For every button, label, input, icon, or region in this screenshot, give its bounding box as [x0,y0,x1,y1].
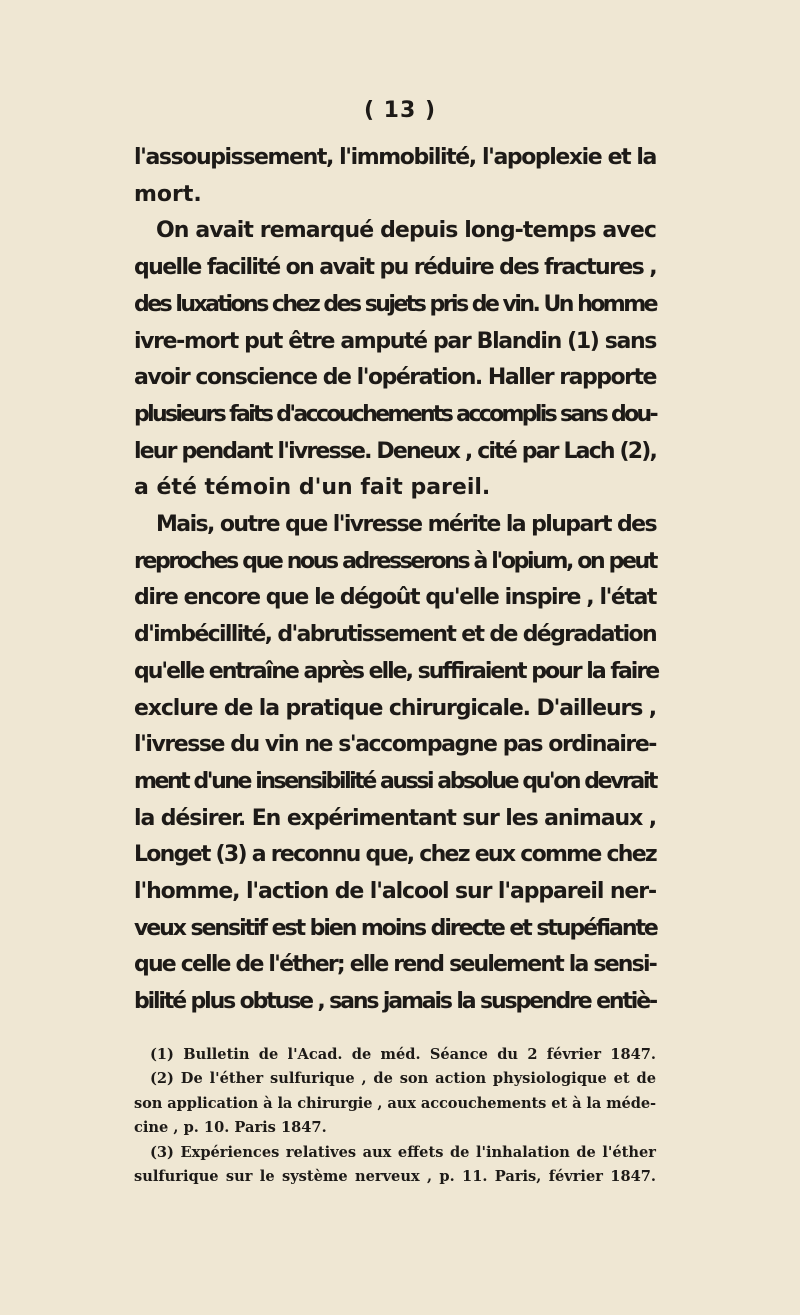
body-line: On avait remarqué depuis long-temps avec [156,218,657,244]
body-line: plusieurs faits d'accouchements accomplis sans dou- [134,401,656,427]
body-line: reproches que nous adresserons à l'opium, on peut [134,548,656,574]
footnote-line: sulfurique sur le système nerveux , p. 11. Paris, février 1847. [134,1168,656,1186]
body-line: quelle facilité on avait pu réduire des fractures , [134,255,656,281]
footnote-line: (2) De l'éther sulfurique , de son action physiologique et de [150,1070,656,1088]
body-line: avoir conscience de l'opération. Haller rapporte [134,365,656,391]
body-line: leur pendant l'ivresse. Deneux , cité par Lach (2), [134,438,656,464]
body-line: Longet (3) a reconnu que, chez eux comme chez [134,842,657,868]
body-line: bilité plus obtuse , sans jamais la suspendre entiè- [134,989,656,1015]
body-line: dire encore que le dégoût qu'elle inspire , l'état [134,585,656,611]
body-text [134,140,659,1021]
body-line: qu'elle entraîne après elle, suffiraient pour la faire [134,658,659,684]
footnote-line: (3) Expériences relatives aux effets de l'inhalation de l'éther [150,1143,656,1161]
body-line: ivre-mort put être amputé par Blandin (1) sans [134,328,656,354]
body-line: l'ivresse du vin ne s'accompagne pas ordinaire- [134,732,656,758]
body-line: veux sensitif est bien moins directe et stupéfiante [134,915,657,941]
body-line: exclure de la pratique chirurgicale. D'ailleurs , [134,695,656,721]
footnote-line: son application à la chirurgie , aux accouchements et à la méde- [134,1094,656,1112]
page-number: ( 13 ) [363,98,437,123]
body-line: d'imbécillité, d'abrutissement et de dégradation [134,622,656,648]
body-line: mort. [134,181,202,207]
body-line: a été témoin d'un fait pareil. [134,475,491,501]
body-line: Mais, outre que l'ivresse mérite la plupart des [156,512,656,538]
footnotes [134,1043,656,1189]
body-line: l'assoupissement, l'immobilité, l'apoplexie et la [134,145,656,170]
body-line: des luxations chez des sujets pris de vin. Un homme [134,291,656,317]
body-line: ment d'une insensibilité aussi absolue qu'on devrait [134,768,656,794]
body-line: que celle de l'éther; elle rend seulement la sensi- [134,952,657,978]
body-line: la désirer. En expérimentant sur les animaux , [134,805,656,831]
footnote-line: (1) Bulletin de l'Acad. de méd. Séance du 2 février 1847. [150,1046,656,1063]
footnote-line: cine , p. 10. Paris 1847. [134,1119,327,1137]
body-line: l'homme, l'action de l'alcool sur l'appareil ner- [134,879,656,905]
